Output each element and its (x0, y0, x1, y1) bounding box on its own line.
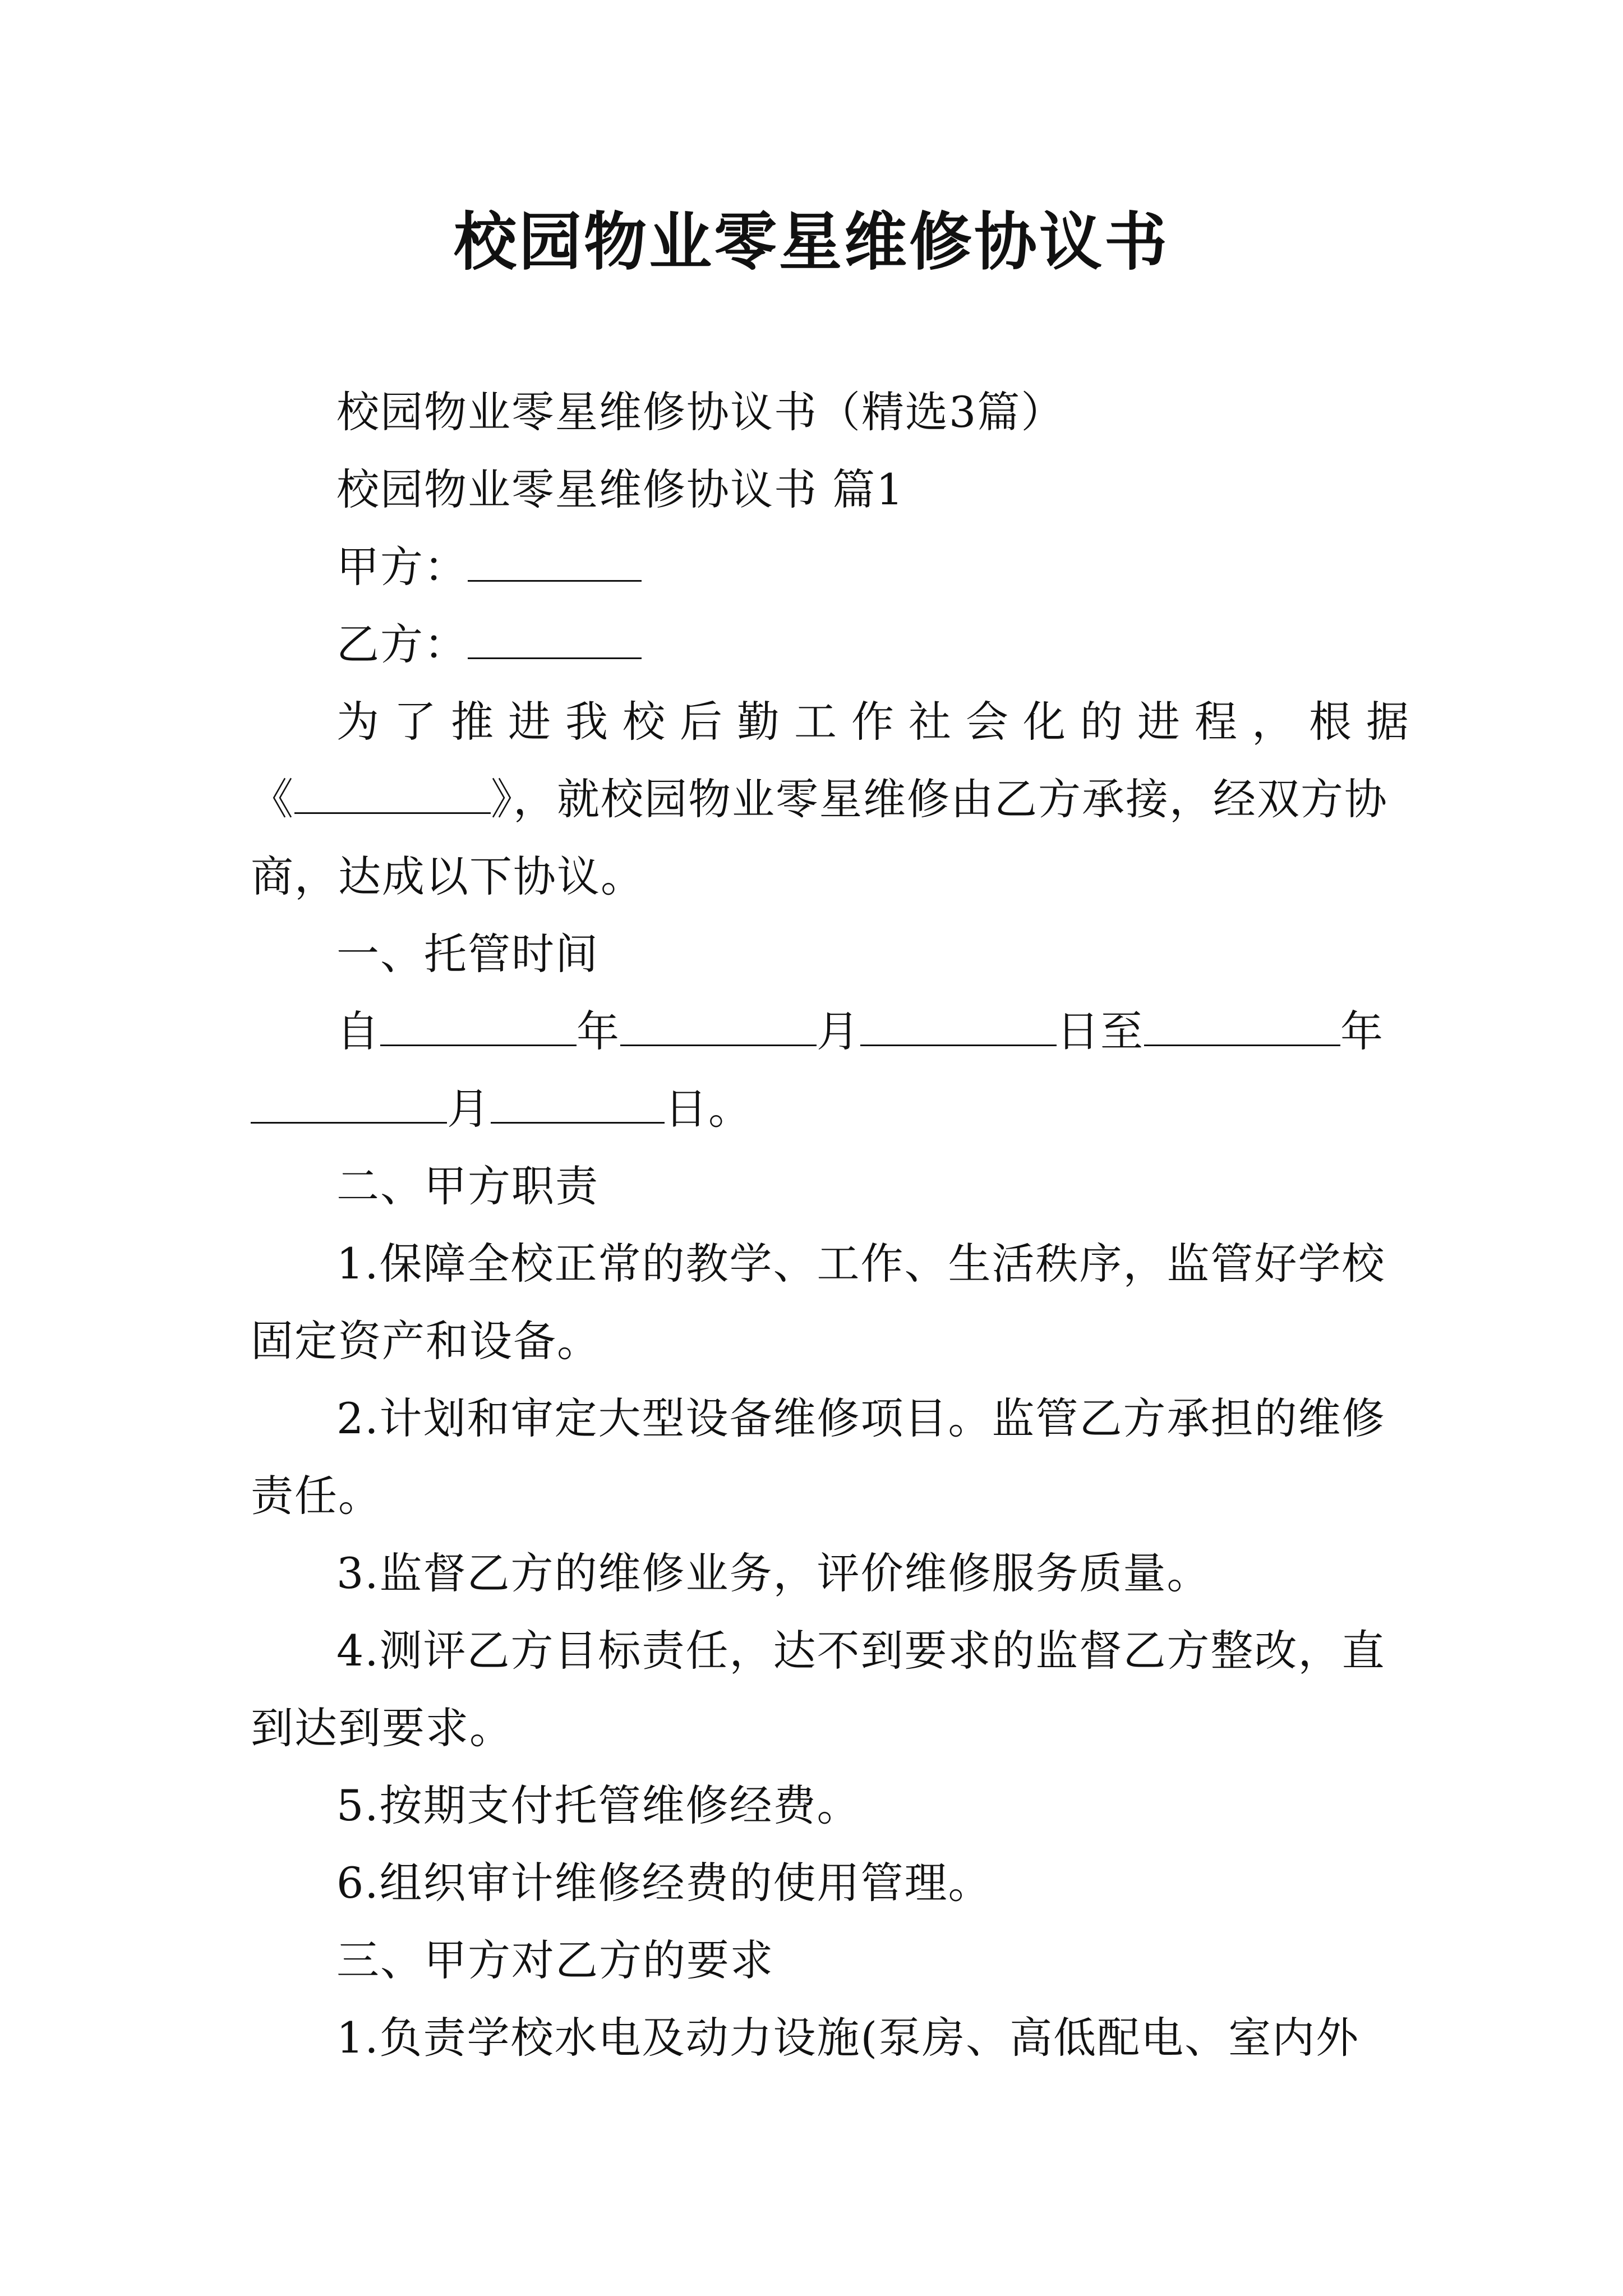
basis-document-blank (294, 779, 491, 814)
clause-line: 1.负责学校水电及动力设施(泵房、高低配电、室内外 (336, 2013, 1360, 2063)
clause-line: 6.组织审计维修经费的使用管理。 (336, 1858, 992, 1908)
year-label: 年 (1340, 1006, 1384, 1056)
clause-line: 5.按期支付托管维修经费。 (336, 1780, 861, 1830)
party-a-line (336, 536, 642, 598)
start-month-blank (620, 1011, 817, 1046)
end-day-blank (491, 1088, 665, 1124)
body-paragraph-line: 为了推进我校后勤工作社会化的进程，根据 (336, 697, 1423, 747)
clause-line: 2.计划和审定大型设备维修项目。监管乙方承担的维修 (336, 1393, 1386, 1443)
clause-line: 3.监督乙方的维修业务，评价维修服务质量。 (336, 1548, 1211, 1598)
clause-line: 4.测评乙方目标责任，达不到要求的监督乙方整改，直 (336, 1626, 1386, 1676)
document-title: 校园物业零星维修协议书 (454, 205, 1169, 279)
party-a-blank (468, 546, 642, 582)
date-range-line-continued (251, 1078, 752, 1140)
end-year-blank (1144, 1011, 1340, 1046)
party-b-line (336, 614, 642, 675)
section-heading-part1: 校园物业零星维修协议书 篇1 (336, 464, 905, 514)
clause-line: 1.保障全校正常的教学、工作、生活秩序，监管好学校 (336, 1239, 1386, 1289)
clause-line: 责任。 (251, 1471, 382, 1521)
year-label: 年 (577, 1006, 620, 1056)
date-from-label: 自 (336, 1006, 380, 1056)
basis-open-bracket: 《 (251, 774, 294, 824)
month-label: 月 (447, 1084, 491, 1134)
section-heading: 二、甲方职责 (336, 1161, 599, 1211)
end-month-blank (251, 1088, 447, 1124)
month-label: 月 (817, 1006, 860, 1056)
clause-line: 到达到要求。 (251, 1703, 513, 1753)
party-a-label: 甲方： (336, 542, 468, 592)
start-year-blank (380, 1011, 577, 1046)
section-heading: 三、甲方对乙方的要求 (336, 1935, 774, 1985)
party-b-blank (468, 624, 642, 659)
body-paragraph-line (251, 769, 1388, 830)
section-heading: 一、托管时间 (336, 929, 599, 979)
party-b-label: 乙方： (336, 619, 468, 669)
clause-line: 固定资产和设备。 (251, 1316, 601, 1366)
date-range-line (336, 1001, 1384, 1062)
basis-remainder: 》，就校园物业零星维修由乙方承接，经双方协 (491, 774, 1388, 824)
start-day-blank (860, 1011, 1057, 1046)
day-to-label: 日至 (1057, 1006, 1144, 1056)
day-label: 日。 (665, 1084, 752, 1134)
body-paragraph-line: 商，达成以下协议。 (251, 852, 644, 901)
subtitle-line: 校园物业零星维修协议书（精选3篇） (336, 387, 1065, 437)
